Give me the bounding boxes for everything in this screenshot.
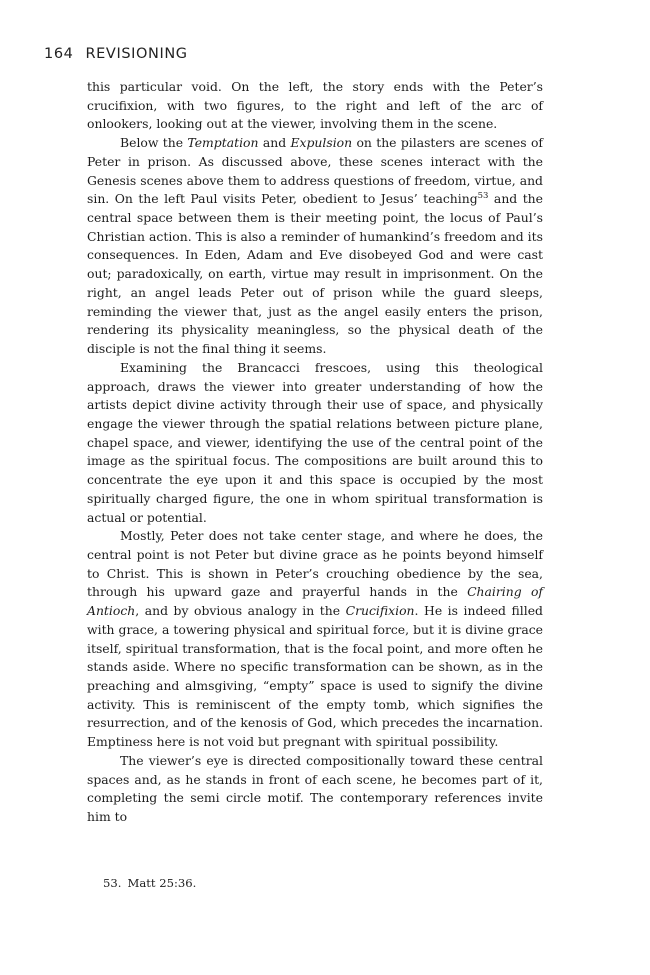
text-run: Examining the Brancacci frescoes, using this theological approach, draws the viewer into greater understanding of how the artists depict divine activity through their use of space, and physically engage the viewer through the spatial relations between picture plane, chapel space, and viewer, identifying the use of the central point of the image as the spiritual focus. The compositions are built around this to concentrate the eye upon it and this space is occupied by the most spiritually charged figure, the one in whom spiritual transformation is actual or potential.: [87, 359, 543, 525]
text-run: Mostly, Peter does not take center stage, and where he does, the central point is not Peter but divine grace as he points beyond himself to Christ. This is shown in Peter’s crouching obedience by the sea, through his upward gaze and prayerful hands in the: [87, 528, 543, 600]
text-run: Below the: [120, 135, 188, 151]
italic-title-expulsion: Expulsion: [290, 135, 353, 151]
paragraph: [87, 134, 543, 359]
footnote-number: 53.: [103, 876, 122, 890]
paragraph: [87, 527, 543, 752]
page-number: 164: [44, 46, 74, 62]
italic-title-chairing-of-antioch: Chairing of Antioch: [87, 584, 543, 619]
italic-title-temptation: Temptation: [187, 135, 259, 151]
text-run: on the pilasters are scenes of Peter in prison. As discussed above, these scenes interact with the Genesis scenes above them to address questions of freedom, virtue, and sin. On the left Paul visits Peter, obedient to Jesus’ teaching: [87, 135, 543, 207]
paragraph: [87, 78, 543, 134]
running-head: [44, 46, 188, 62]
footnote-text: Matt 25:36.: [127, 876, 197, 890]
footnote: [103, 876, 196, 890]
paragraph: [87, 752, 543, 827]
footnote-reference[interactable]: 53: [477, 191, 489, 202]
text-run: and the central space between them is their meeting point, the locus of Paul’s Christian action. This is also a reminder of humankind’s freedom and its consequences. In Eden, Adam and Eve disobeyed God and were cast out; paradoxically, on earth, virtue may result in imprisonment. On the right, an angel leads Peter out of prison while the guard sleeps, reminding the viewer that, just as the angel easily enters the prison, rendering its physicality meaningless, so the physical death of the disciple is not the final thing it seems.: [87, 191, 543, 357]
text-run: . He is indeed filled with grace, a towering physical and spiritual force, but it is divine grace itself, spiritual transformation, that is the focal point, and more often he stands aside. Where no specific transformation can be shown, as in the preaching and almsgiving, “empty” space is used to signify the divine activity. This is reminiscent of the empty tomb, which signifies the resurrection, and of the kenosis of God, which precedes the incarnation. Emptiness here is not void but pregnant with spiritual possibility.: [87, 603, 544, 750]
text-run: , and by obvious analogy in the: [135, 603, 346, 619]
body-text: [87, 78, 543, 827]
text-run: The viewer’s eye is directed compositionally toward these central spaces and, as he stands in front of each scene, he becomes part of it, completing the semi circle motif. The contemporary references invite him to: [87, 752, 543, 825]
text-run: this particular void. On the left, the story ends with the Peter’s crucifixion, with two figures, to the right and left of the arc of onlookers, looking out at the viewer, involving them in the scene.: [87, 79, 543, 132]
text-run: and: [258, 135, 291, 151]
italic-title-crucifixion: Crucifixion: [345, 603, 415, 619]
paragraph: [87, 359, 543, 527]
running-head-title: REVISIONING: [85, 46, 188, 62]
